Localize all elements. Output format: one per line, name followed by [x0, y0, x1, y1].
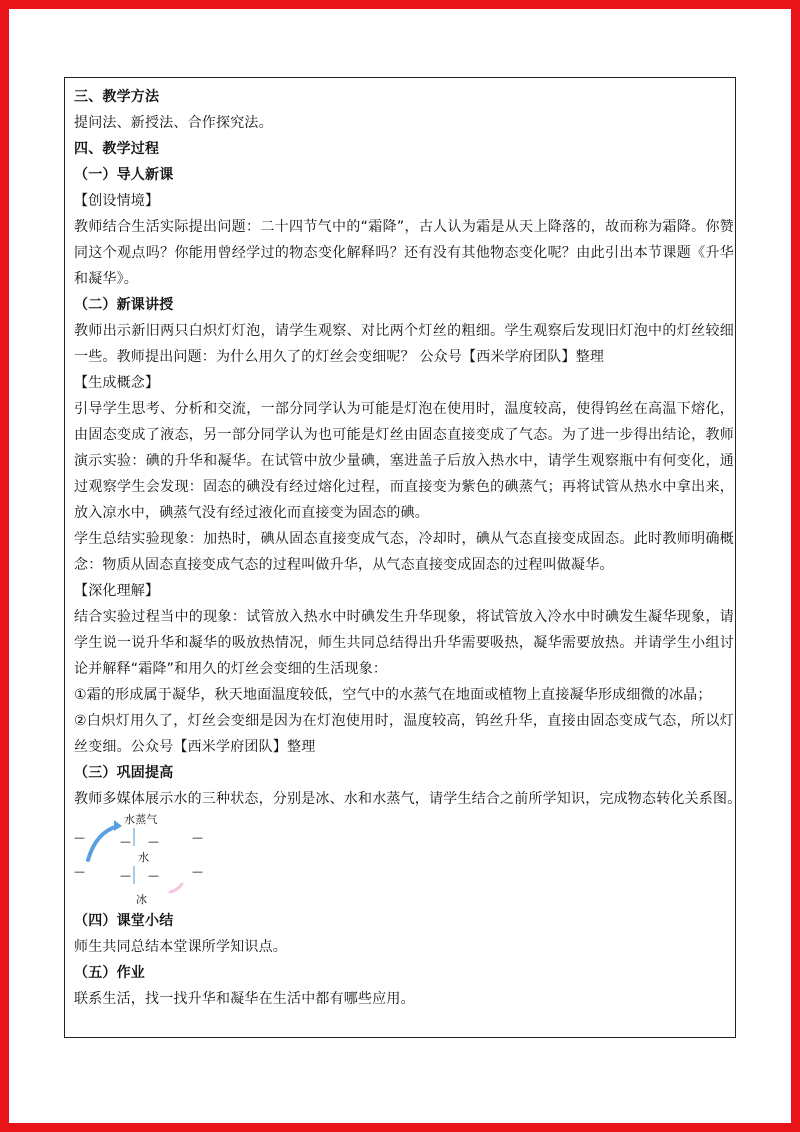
blank-6: —	[148, 869, 160, 882]
heading-teaching-methods: 三、教学方法	[74, 89, 160, 105]
introduction-text: 教师结合生活实际提出问题：二十四节气中的“霜降”，古人认为霜是从天上降落的，故而称为霜降。你赞同这个观点吗？你能用曾经学过的物态变化解释吗？还有没有其他物态变化呢？由此引出本节课题《升华和凝华》。	[74, 219, 734, 287]
heading-summary: （四）课堂小结	[74, 913, 174, 929]
consolidation-text: 教师多媒体展示水的三种状态，分别是冰、水和水蒸气，请学生结合之前所学知识，完成物态转化关系图。	[74, 791, 742, 807]
blank-7: —	[192, 831, 204, 844]
label-water-vapor: 水蒸气	[124, 813, 158, 826]
homework-text: 联系生活，找一找升华和凝华在生活中都有哪些应用。	[74, 991, 415, 1007]
summary-text: 师生共同总结本堂课所学知识点。	[74, 939, 287, 955]
heading-new-lesson: （二）新课讲授	[74, 297, 174, 313]
explanation-item-1: ①霜的形成属于凝华，秋天地面温度较低，空气中的水蒸气在地面或植物上直接凝华形成细微的冰晶；	[74, 687, 712, 703]
tag-generate-concept: 【生成概念】	[74, 375, 160, 391]
blank-5: —	[120, 869, 132, 882]
blank-4: —	[148, 835, 160, 848]
new-lesson-text-3: 学生总结实验现象：加热时，碘从固态直接变成气态，冷却时，碘从气态直接变成固态。此时教师明确概念：物质从固态直接变成气态的过程叫做升华，从气态直接变成固态的过程叫做凝华。	[74, 531, 734, 573]
heading-introduction: （一）导人新课	[74, 167, 174, 183]
label-ice: 冰	[136, 893, 148, 906]
tag-deepen-understanding: 【深化理解】	[74, 583, 160, 599]
blank-1: —	[74, 831, 86, 844]
curved-arrow-icon	[88, 826, 118, 860]
tag-create-scenario: 【创设情境】	[74, 193, 160, 209]
heading-homework: （五）作业	[74, 965, 145, 981]
explanation-item-2: ②白炽灯用久了，灯丝会变细是因为在灯泡使用时，温度较高，钨丝升华，直接由固态变成气态，所以灯丝变细。公众号【西米学府团队】整理	[74, 713, 734, 755]
label-water: 水	[138, 851, 150, 864]
diagram-arrows	[74, 814, 244, 906]
heading-teaching-process: 四、教学过程	[74, 141, 160, 157]
heading-consolidation: （三）巩固提高	[74, 765, 174, 781]
pink-arrow-icon	[170, 884, 182, 892]
blank-8: —	[192, 865, 204, 878]
arrow-head-icon	[114, 820, 122, 831]
new-lesson-text-1: 教师出示新旧两只白炽灯灯泡，请学生观察、对比两个灯丝的粗细。学生观察后发现旧灯泡中的灯丝较细一些。教师提出问题：为什么用久了的灯丝会变细呢？ 公众号【西米学府团队】整理	[74, 323, 734, 365]
blank-3: —	[120, 835, 132, 848]
new-lesson-text-2: 引导学生思考、分析和交流，一部分同学认为可能是灯泡在使用时，温度较高，使得钨丝在高温下熔化，由固态变成了液态，另一部分同学认为也可能是灯丝由固态直接变成了气态。为了进一步得出结论，教师演示实验：碘的升华和凝华。在试管中放少量碘，塞进盖子后放入热水中，请学生观察瓶中有何变化，通过观察学生会发现：固态的碘没有经过熔化过程，而直接变为紫色的碘蒸气；再将试管从热水中拿出来，放入凉水中，碘蒸气没有经过液化而直接变为固态的碘。	[74, 401, 734, 521]
state-transition-diagram	[74, 814, 244, 906]
teaching-methods-text: 提问法、新授法、合作探究法。	[74, 115, 273, 131]
new-lesson-text-4: 结合实验过程当中的现象：试管放入热水中时碘发生升华现象，将试管放入冷水中时碘发生凝华现象，请学生说一说升华和凝华的吸放热情况，师生共同总结得出升华需要吸热，凝华需要放热。并请学生小组讨论并解释“霜降”和用久的灯丝会变细的生活现象：	[74, 609, 734, 677]
blank-2: —	[74, 865, 86, 878]
lesson-plan-content	[74, 84, 742, 1012]
